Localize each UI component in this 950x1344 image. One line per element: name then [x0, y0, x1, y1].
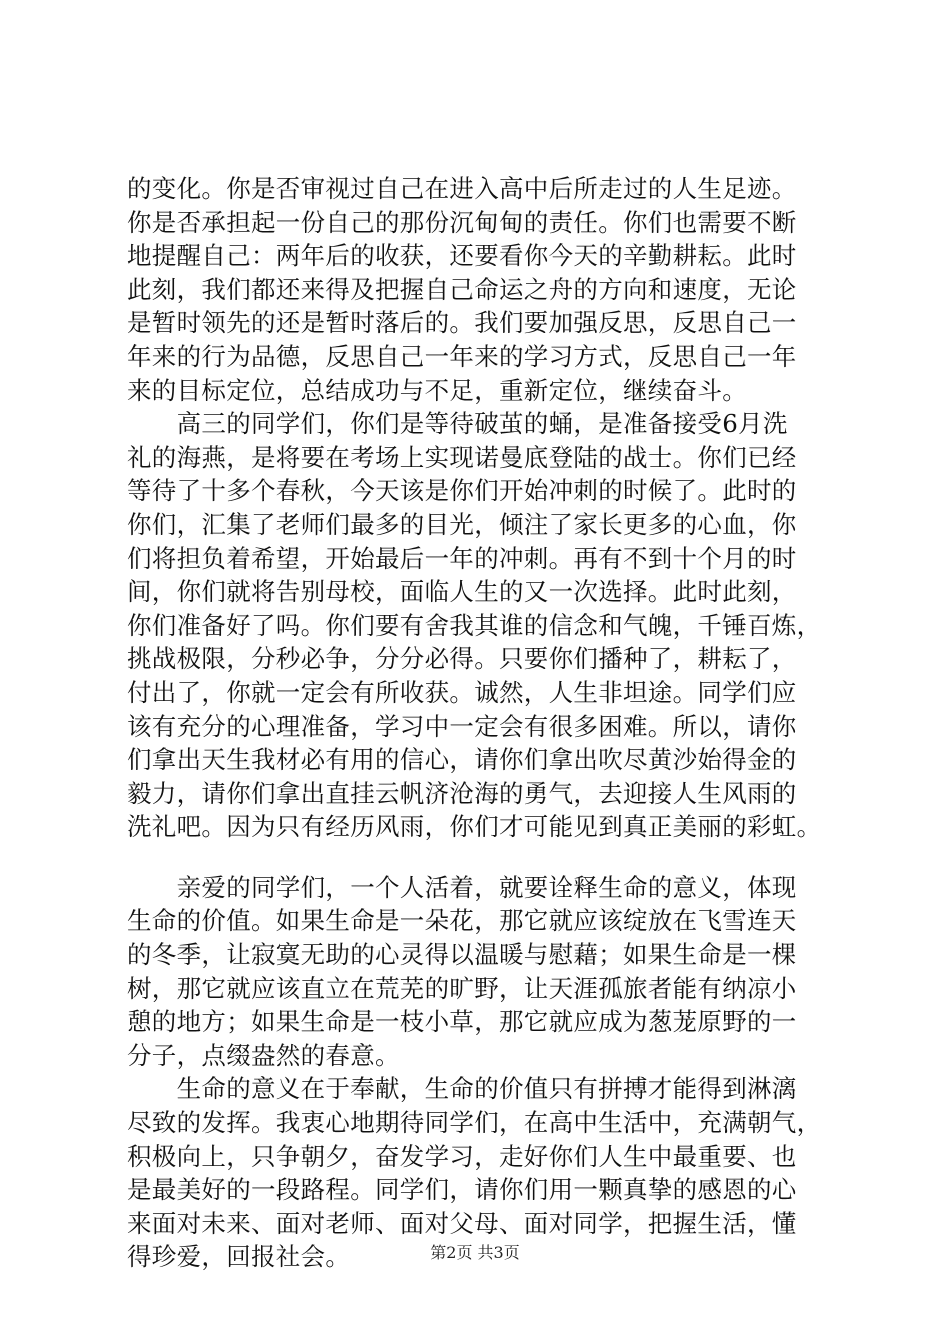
text-line: 挑战极限，分秒必争，分分必得。只要你们播种了，耕耘了， — [127, 644, 797, 674]
text-line: 积极向上，只争朝夕，奋发学习，走好你们人生中最重要、也 — [127, 1141, 797, 1171]
text-line: 高三的同学们，你们是等待破茧的蛹，是准备接受6月洗 — [127, 409, 788, 439]
text-line: 你们准备好了吗。你们要有舍我其谁的信念和气魄，千锤百炼， — [127, 610, 822, 640]
text-line: 地提醒自己：两年后的收获，还要看你今天的辛勤耕耘。此时 — [127, 241, 797, 271]
paragraph-spacer — [127, 844, 831, 871]
text-line: 憩的地方；如果生命是一枝小草，那它就应成为葱茏原野的一 — [127, 1007, 797, 1037]
text-line: 你是否承担起一份自己的那份沉甸甸的责任。你们也需要不断 — [127, 207, 797, 237]
text-line: 间，你们就将告别母校，面临人生的又一次选择。此时此刻， — [127, 577, 797, 607]
text-line: 年来的行为品德，反思自己一年来的学习方式，反思自己一年 — [127, 341, 797, 371]
page-number-footer: 第2页 共3页 — [430, 1243, 520, 1262]
text-line: 洗礼吧。因为只有经历风雨，你们才可能见到真正美丽的彩虹。 — [127, 812, 822, 842]
paragraph-meaning-of-life — [127, 871, 831, 1073]
text-line: 是最美好的一段路程。同学们，请你们用一颗真挚的感恩的心 — [127, 1175, 797, 1205]
document-body — [127, 172, 831, 1274]
text-line: 来的目标定位，总结成功与不足，重新定位，继续奋斗。 — [127, 375, 747, 405]
text-line: 生命的意义在于奉献，生命的价值只有拼搏才能得到淋漓 — [127, 1074, 797, 1104]
text-line: 们将担负着希望，开始最后一年的冲刺。再有不到十个月的时 — [127, 543, 797, 573]
text-line: 尽致的发挥。我衷心地期待同学们，在高中生活中，充满朝气， — [127, 1108, 822, 1138]
text-line: 分子，点缀盎然的春意。 — [127, 1040, 400, 1070]
text-line: 你们，汇集了老师们最多的目光，倾注了家长更多的心血，你 — [127, 509, 797, 539]
text-line: 们拿出天生我材必有用的信心，请你们拿出吹尽黄沙始得金的 — [127, 745, 797, 775]
text-line: 生命的价值。如果生命是一朵花，那它就应该绽放在飞雪连天 — [127, 906, 797, 936]
text-line: 是暂时领先的还是暂时落后的。我们要加强反思，反思自己一 — [127, 308, 797, 338]
paragraph-reflection — [127, 172, 831, 407]
paragraph-senior-students — [127, 407, 831, 844]
text-line: 来面对未来、面对老师、面对父母、面对同学，把握生活，懂 — [127, 1208, 797, 1238]
text-line: 亲爱的同学们，一个人活着，就要诠释生命的意义，体现 — [127, 872, 797, 902]
text-line: 付出了，你就一定会有所收获。诚然，人生非坦途。同学们应 — [127, 677, 797, 707]
text-line: 得珍爱，回报社会。 — [127, 1242, 351, 1272]
text-line: 的变化。你是否审视过自己在进入高中后所走过的人生足迹。 — [127, 174, 797, 203]
text-line: 毅力，请你们拿出直挂云帆济沧海的勇气，去迎接人生风雨的 — [127, 778, 797, 808]
text-line: 的冬季，让寂寞无助的心灵得以温暖与慰藉；如果生命是一棵 — [127, 940, 797, 970]
text-line: 该有充分的心理准备，学习中一定会有很多困难。所以，请你 — [127, 711, 797, 741]
text-line: 此刻，我们都还来得及把握自己命运之舟的方向和速度，无论 — [127, 274, 797, 304]
text-line: 树，那它就应该直立在荒芜的旷野，让天涯孤旅者能有纳凉小 — [127, 973, 797, 1003]
text-line: 等待了十多个春秋，今天该是你们开始冲刺的时候了。此时的 — [127, 476, 797, 506]
text-line: 礼的海燕，是将要在考场上实现诺曼底登陆的战士。你们已经 — [127, 442, 797, 472]
